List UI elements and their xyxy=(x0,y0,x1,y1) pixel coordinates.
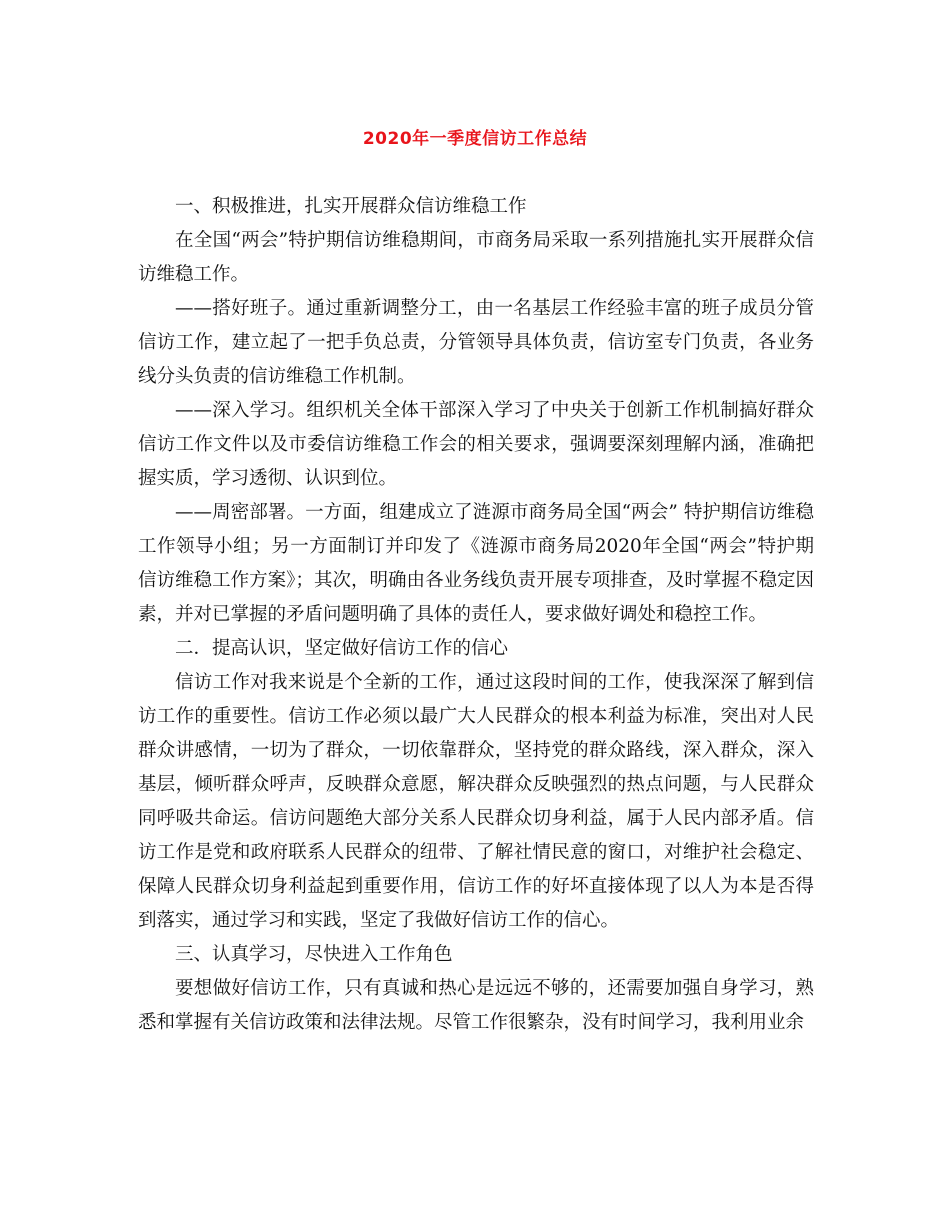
paragraph: ——深入学习。组织机关全体干部深入学习了中央关于创新工作机制搞好群众信访工作文件以及市委信访维稳工作会的相关要求，强调要深刻理解内涵，准确把握实质，学习透彻、认识到位。 xyxy=(138,400,814,489)
paragraph: 要想做好信访工作，只有真诚和热心是远远不够的，还需要加强自身学习，熟悉和掌握有关信访政策和法律法规。尽管工作很繁杂，没有时间学习，我利用业余 xyxy=(138,978,814,1033)
paragraph: ——搭好班子。通过重新调整分工，由一名基层工作经验丰富的班子成员分管信访工作，建立起了一把手负总责，分管领导具体负责，信访室专门负责，各业务线分头负责的信访维稳工作机制。 xyxy=(138,298,814,387)
document-title: 2020年一季度信访工作总结 xyxy=(362,129,588,149)
section-heading-1: 一、积极推进，扎实开展群众信访维稳工作 xyxy=(175,196,527,217)
section-heading-2: 二．提高认识，坚定做好信访工作的信心 xyxy=(175,638,509,659)
section-heading-3: 三、认真学习，尽快进入工作角色 xyxy=(175,944,453,965)
paragraph: 信访工作对我来说是个全新的工作，通过这段时间的工作，使我深深了解到信访工作的重要性。信访工作必须以最广大人民群众的根本利益为标准，突出对人民群众讲感情，一切为了群众，一切依靠群众，坚持党的群众路线，深入群众，深入基层，倾听群众呼声，反映群众意愿，解决群众反映强烈的热点问题，与人民群众同呼吸共命运。信访问题绝大部分关系人民群众切身利益，属于人民内部矛盾。信访工作是党和政府联系人民群众的纽带、了解社情民意的窗口，对维护社会稳定、保障人民群众切身利益起到重要作用，信访工作的好坏直接体现了以人为本是否得到落实，通过学习和实践，坚定了我做好信访工作的信心。 xyxy=(138,672,814,931)
paragraph: 在全国“两会”特护期信访维稳期间，市商务局采取一系列措施扎实开展群众信访维稳工作。 xyxy=(138,230,814,285)
document-body xyxy=(138,190,814,1040)
paragraph: ——周密部署。一方面，组建成立了涟源市商务局全国“两会” 特护期信访维稳工作领导小组；另一方面制订并印发了《涟源市商务局2020年全国“两会”特护期信访维稳工作方案》；其次，明确由各业务线负责开展专项排查，及时掌握不稳定因素，并对已掌握的矛盾问题明确了具体的责任人，要求做好调处和稳控工作。 xyxy=(138,502,814,625)
